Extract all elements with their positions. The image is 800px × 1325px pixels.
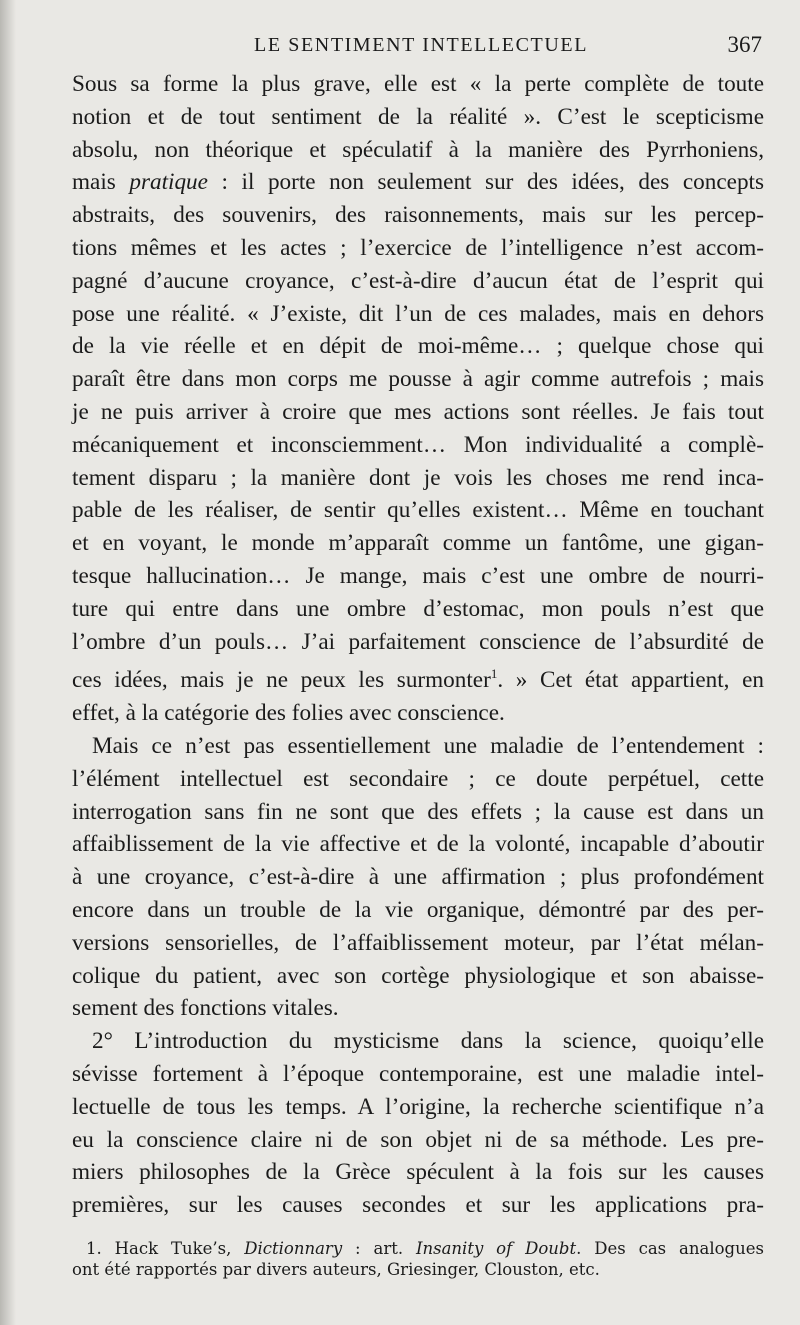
text-fragment: ces idées, mais je ne peux les surmonter [72,667,491,694]
text-fragment: mais [72,169,130,196]
page-edge-shadow [0,0,16,1325]
italic-word: pratique [129,169,208,196]
text-line: notion et de tout sentiment de la réalité ». C’est le scepticisme [72,103,764,130]
text-line: lectuelle de tous les temps. A l’origine, la recherche scientifique n’a [72,1093,764,1120]
text-line: Mais ce n’est pas essentiellement une maladie de l’entendement : [92,732,764,759]
footnote-marker: 1 [490,666,498,682]
text-line: tesque hallucination… Je mange, mais c’est une ombre de nourri- [72,562,764,589]
text-line: sement des fonctions vitales. [72,995,339,1022]
footnote [72,1238,764,1280]
text-line: colique du patient, avec son cortège physiologique et son abaisse- [72,962,764,989]
text-line: l’ombre d’un pouls… J’ai parfaitement conscience de l’absurdité de [72,628,764,655]
text-line: eu la conscience claire ni de son objet ni de sa méthode. Les pre- [72,1126,764,1153]
text-line: encore dans un trouble de la vie organique, démontré par des per- [72,896,764,923]
text-line: versions sensorielles, de l’affaiblissement moteur, par l’état mélan- [72,929,764,956]
paragraph-2 [72,730,764,1025]
text-line: abstraits, des souvenirs, des raisonnements, mais sur les percep- [72,202,764,229]
footnote-line [72,1238,764,1259]
text-fragment: : art. [342,1239,416,1258]
text-line [72,658,764,697]
text-line: tions mêmes et les actes ; l’exercice de l’intelligence n’est accom- [72,234,764,261]
italic-title: Dictionnary [244,1239,343,1258]
book-page [72,32,764,1222]
text-fragment: . » Cet état appartient, en [497,667,764,694]
text-line [72,166,764,199]
footnote-line: ont été rapportés par divers auteurs, Griesinger, Clouston, etc. [72,1260,600,1279]
text-line: je ne puis arriver à croire que mes actions sont réelles. Je fais tout [72,398,764,425]
text-line: l’élément intellectuel est secondaire ; ce doute perpétuel, cette [72,765,764,792]
text-line: tement disparu ; la manière dont je vois les choses me rend inca- [72,464,764,491]
text-line: effet, à la catégorie des folies avec conscience. [72,700,505,727]
text-fragment: : il porte non seulement sur des idées, des concepts [207,169,764,196]
text-line: paraît être dans mon corps me pousse à agir comme autrefois ; mais [72,366,764,393]
text-line: sévisse fortement à l’époque contemporaine, est une maladie intel- [72,1060,764,1087]
text-line: pagné d’aucune croyance, c’est-à-dire d’aucun état de l’esprit qui [72,267,764,294]
text-fragment: Hack Tuke’s, [101,1239,245,1258]
page-number: 367 [727,32,762,57]
text-line: affaiblissement de la vie affective et de la volonté, incapable d’aboutir [72,831,764,858]
text-line: absolu, non théorique et spéculatif à la manière des Pyrrhoniens, [72,136,764,163]
text-line: interrogation sans fin ne sont que des effets ; la cause est dans un [72,798,764,825]
text-line: Sous sa forme la plus grave, elle est « la perte complète de toute [72,71,764,97]
italic-title: Insanity of Doubt [415,1239,577,1258]
text-line: mécaniquement et inconsciemment… Mon individualité a complè- [72,431,764,458]
running-title: LE SENTIMENT INTELLECTUEL [254,34,589,56]
paragraph-3 [72,1025,764,1222]
text-line: et en voyant, le monde m’apparaît comme un fantôme, une gigan- [72,530,764,557]
text-fragment: . Des cas analogues [576,1239,764,1258]
text-line: de la vie réelle et en dépit de moi-même… ; quelque chose qui [72,333,764,360]
text-line: 2° L’introduction du mysticisme dans la science, quoiqu’elle [92,1028,764,1055]
page-header [72,32,764,68]
text-line: à une croyance, c’est-à-dire à une affirmation ; plus profondément [72,864,764,891]
paragraph-1 [72,68,764,730]
text-line: premières, sur les causes secondes et sur les applications pra- [72,1192,764,1219]
footnote-number: 1. [86,1239,102,1258]
text-line: pable de les réaliser, de sentir qu’elles existent… Même en touchant [72,497,764,524]
text-line: miers philosophes de la Grèce spéculent à la fois sur les causes [72,1159,764,1186]
text-line: ture qui entre dans une ombre d’estomac, mon pouls n’est que [72,595,764,622]
text-line: pose une réalité. « J’existe, dit l’un de ces malades, mais en dehors [72,300,764,327]
